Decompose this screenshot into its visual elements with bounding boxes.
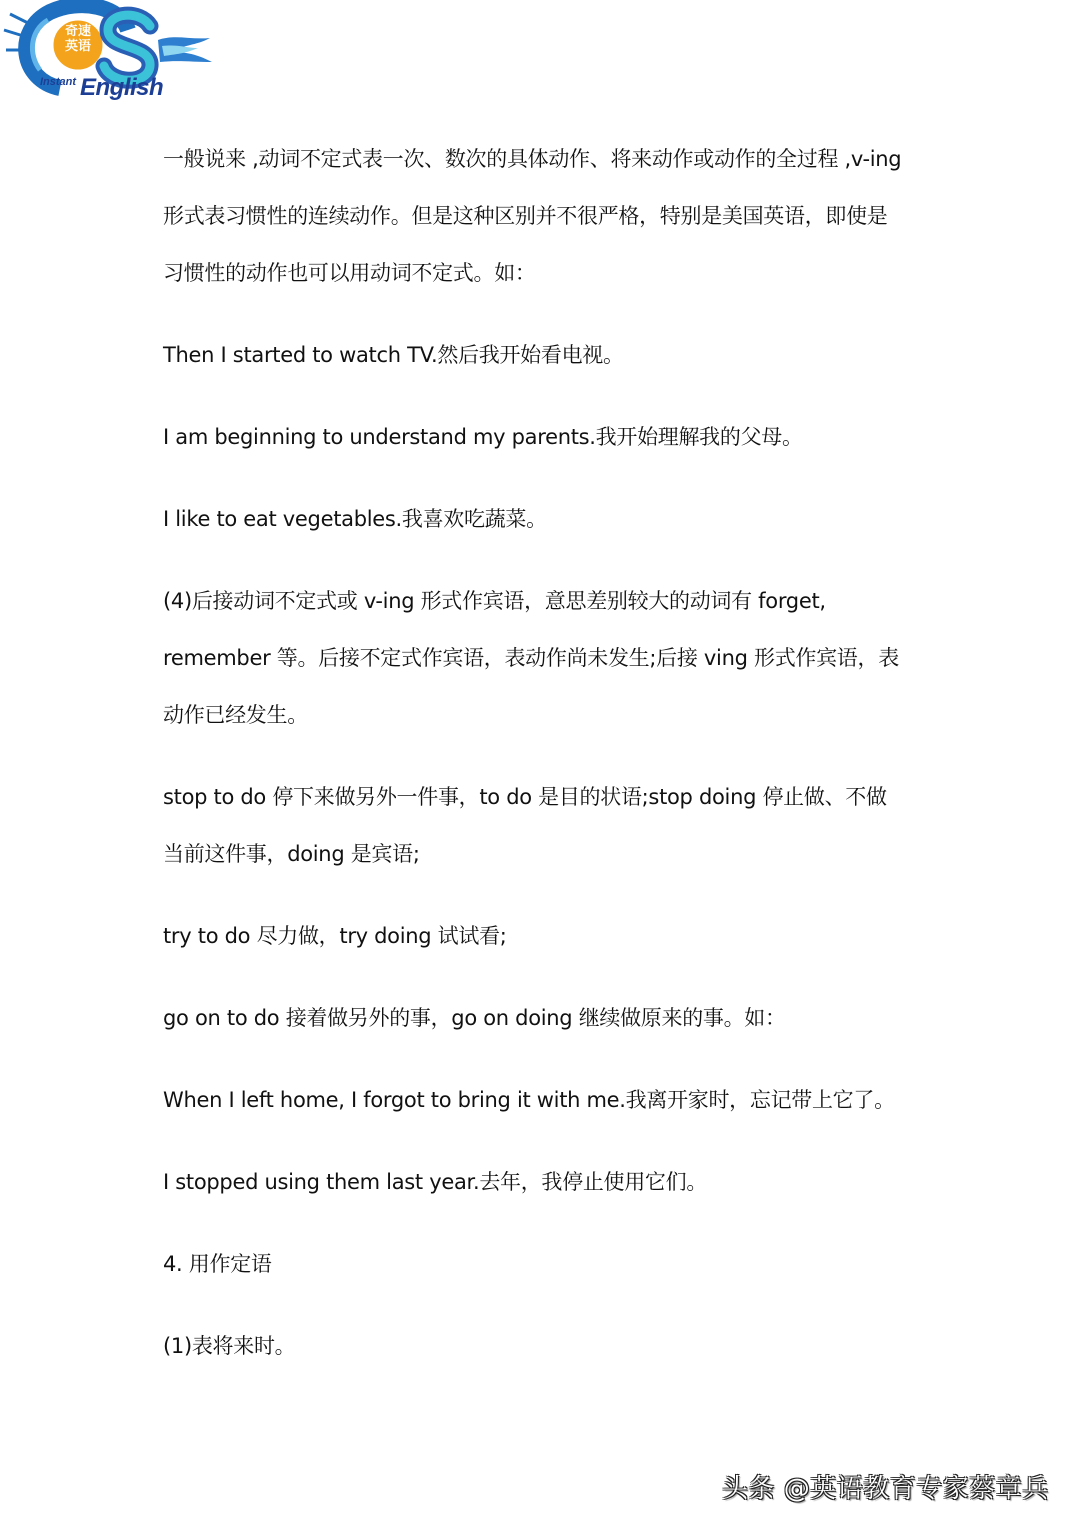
example-sentence: I stopped using them last year.去年，我停止使用它们。 [163,1170,708,1194]
logo-instant-text: Instant [40,76,77,88]
example-sentence: I am beginning to understand my parents.我开始理解我的父母。 [163,425,803,449]
logo-circle-text [60,24,96,54]
paragraph-line: (4)后接动词不定式或 v-ing 形式作宾语，意思差别较大的动词有 forget, [163,589,826,613]
paragraph-line: go on to do 接着做另外的事，go on doing 继续做原来的事。如： [163,1006,786,1030]
logo-circle-line2: 英语 [64,39,91,54]
example-sentence: I like to eat vegetables.我喜欢吃蔬菜。 [163,507,547,531]
section-heading: 4. 用作定语 [163,1252,272,1276]
watermark-text: 头条 @英语教育专家蔡章兵 [722,1474,1049,1504]
logo-english-text: English [80,74,164,101]
subsection-heading: (1)表将来时。 [163,1334,296,1358]
paragraph-line: stop to do 停下来做另外一件事，to do 是目的状语;stop doing 停止做、不做 [163,785,887,809]
example-sentence: Then I started to watch TV.然后我开始看电视。 [163,343,624,367]
paragraph-line: 习惯性的动作也可以用动词不定式。如： [163,261,536,285]
paragraph-line: 动作已经发生。 [163,703,308,727]
instant-english-logo [0,0,230,110]
paragraph-line: remember 等。后接不定式作宾语，表动作尚未发生;后接 ving 形式作宾语，表 [163,646,899,670]
paragraph-line: 形式表习惯性的连续动作。但是这种区别并不很严格，特别是美国英语，即使是 [163,204,888,228]
paragraph-line: 当前这件事，doing 是宾语; [163,842,420,866]
paragraph-line: try to do 尽力做，try doing 试试看; [163,924,507,948]
example-sentence: When I left home, I forgot to bring it with me.我离开家时，忘记带上它了。 [163,1088,895,1112]
logo-circle-line1: 奇速 [64,24,91,39]
paragraph-line: 一般说来 ,动词不定式表一次、数次的具体动作、将来动作或动作的全过程 ,v-ing [163,147,902,171]
